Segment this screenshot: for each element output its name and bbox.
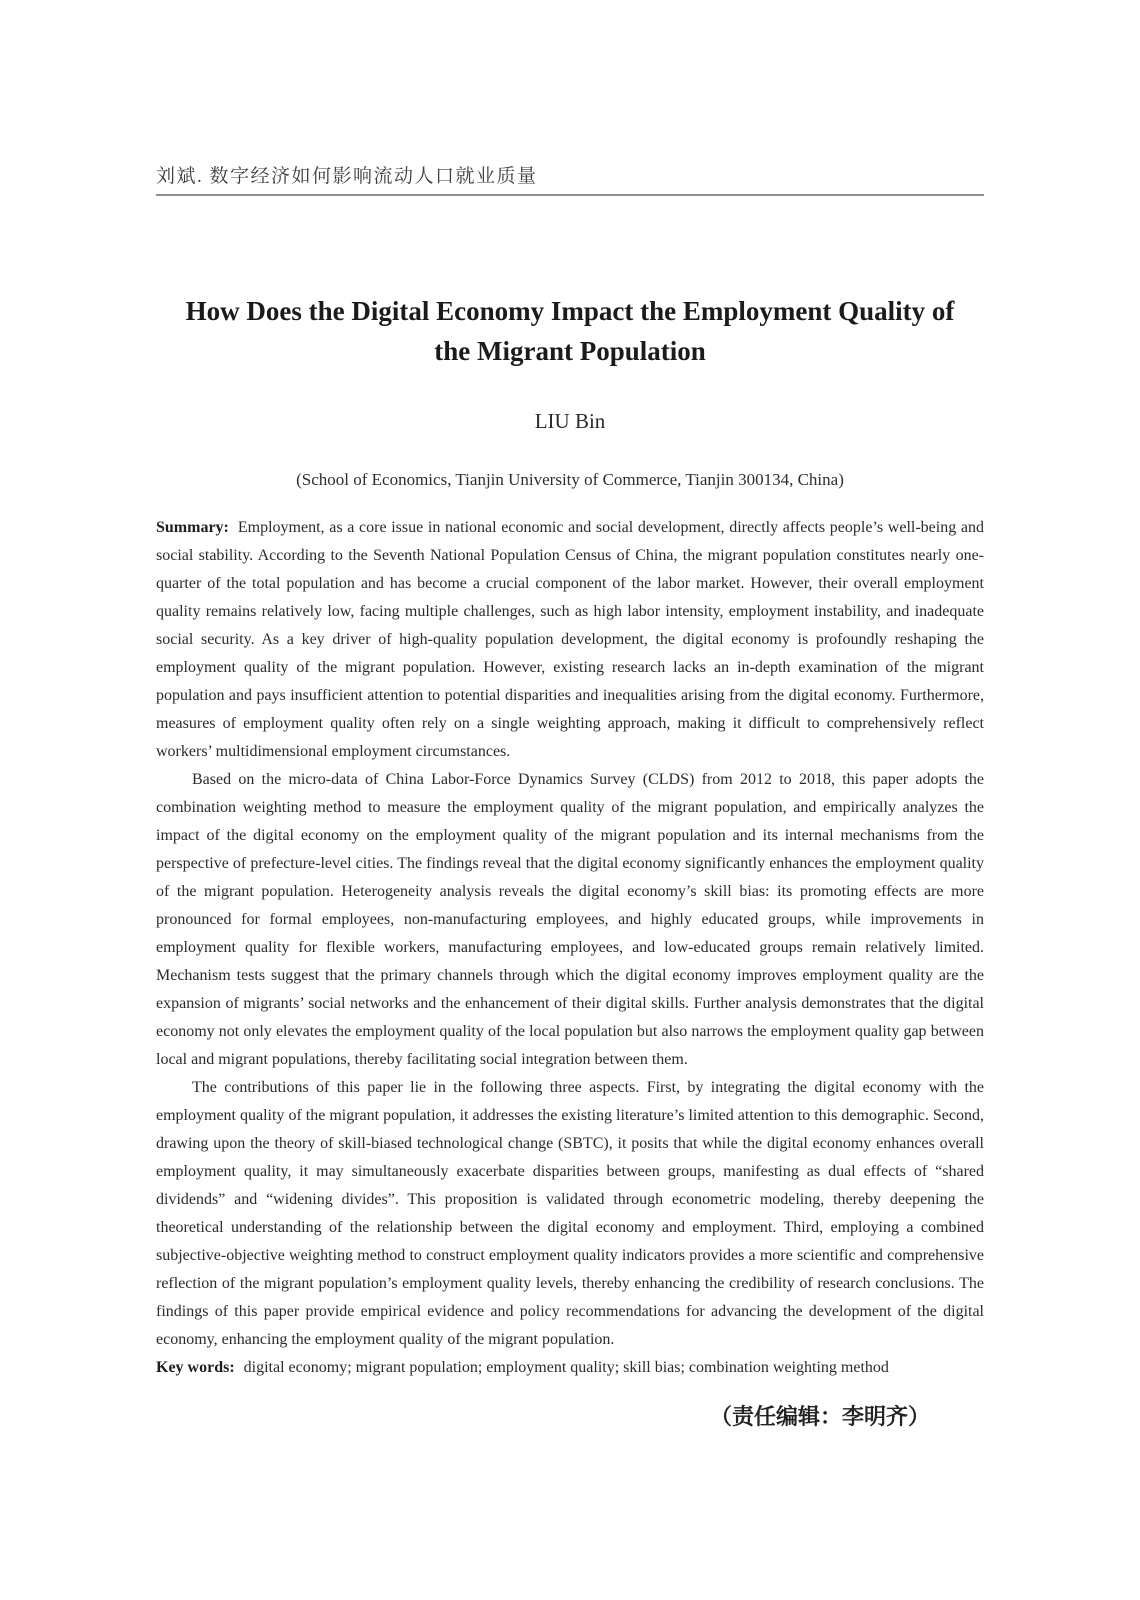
editor-note: （责任编辑：李明齐）	[709, 1404, 930, 1429]
author-affiliation: (School of Economics, Tianjin University of Commerce, Tianjin 300134, China)	[296, 470, 844, 489]
keywords-label: Key words:	[156, 1359, 235, 1376]
summary-paragraph-3: The contributions of this paper lie in the following three aspects. First, by integrating the digital economy with the employment quality of the migrant population, it addresses the existing literature’s limited attention to this demographic. Second, drawing upon the theory of skill-biased technological change (SBTC), it posits that while the digital economy enhances overall employment quality, it may simultaneously exacerbate disparities between groups, manifesting as dual effects of “shared dividends” and “widening divides”. This proposition is validated through econometric modeling, thereby deepening the theoretical understanding of the relationship between the digital economy and employment. Third, employing a combined subjective-objective weighting method to construct employment quality indicators provides a more scientific and comprehensive reflection of the migrant population’s employment quality levels, thereby enhancing the credibility of research conclusions. The findings of this paper provide empirical evidence and policy recommendations for advancing the development of the digital economy, enhancing the employment quality of the migrant population.	[156, 1079, 984, 1348]
running-title: 刘斌. 数字经济如何影响流动人口就业质量	[156, 166, 538, 187]
keywords-line	[156, 1354, 984, 1382]
running-head	[156, 161, 984, 196]
summary-paragraph-1-text: Employment, as a core issue in national economic and social development, directly affects people’s well-being and social stability. According to the Seventh National Population Census of China, the migrant population constitutes nearly one-quarter of the total population and has become a crucial component of the labor market. However, their overall employment quality remains relatively low, facing multiple challenges, such as high labor intensity, employment instability, and inadequate social security. As a key driver of high-quality population development, the digital economy is profoundly reshaping the employment quality of the migrant population. However, existing research lacks an in-depth examination of the migrant population and pays insufficient attention to potential disparities and inequalities arising from the digital economy. Furthermore, measures of employment quality often rely on a single weighting approach, making it difficult to comprehensively reflect workers’ multidimensional employment circumstances.	[156, 519, 984, 760]
article-title-line-2: the Migrant Population	[434, 336, 706, 366]
keywords-text: digital economy; migrant population; employment quality; skill bias; combination weighting method	[243, 1359, 889, 1376]
author-name: LIU Bin	[534, 409, 606, 433]
summary-section	[156, 514, 984, 1382]
article-title	[156, 291, 984, 371]
article-title-line-1: How Does the Digital Economy Impact the Employment Quality of	[185, 296, 955, 326]
summary-label: Summary:	[156, 519, 229, 536]
summary-paragraph-2: Based on the micro-data of China Labor-Force Dynamics Survey (CLDS) from 2012 to 2018, this paper adopts the combination weighting method to measure the employment quality of the migrant population, and empirically analyzes the impact of the digital economy on the employment quality of the migrant population and its internal mechanisms from the perspective of prefecture-level cities. The findings reveal that the digital economy significantly enhances the employment quality of the migrant population. Heterogeneity analysis reveals the digital economy’s skill bias: its promoting effects are more pronounced for formal employees, non-manufacturing employees, and highly educated groups, while improvements in employment quality for flexible workers, manufacturing employees, and low-educated groups remain relatively limited. Mechanism tests suggest that the primary channels through which the digital economy improves employment quality are the expansion of migrants’ social networks and the enhancement of their digital skills. Further analysis demonstrates that the digital economy not only elevates the employment quality of the local population but also narrows the employment quality gap between local and migrant populations, thereby facilitating social integration between them.	[156, 771, 984, 1068]
summary-paragraph-1	[156, 514, 984, 766]
